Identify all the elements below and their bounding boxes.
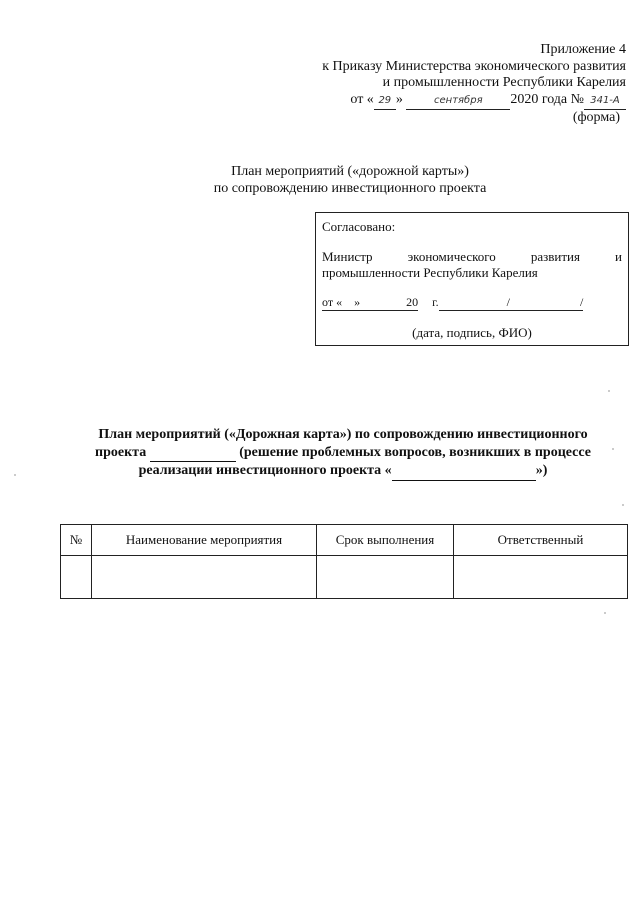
approval-heading: Согласовано: — [322, 219, 396, 234]
order-reference: к Приказу Министерства экономического развития — [322, 58, 626, 74]
approval-year-suffix: г. — [432, 295, 439, 309]
approval-date-line — [322, 294, 622, 311]
approval-slash-2: / — [580, 295, 584, 309]
scan-speck — [14, 474, 16, 476]
order-date-line — [246, 92, 626, 111]
roadmap-title-close: ») — [535, 463, 548, 478]
scan-speck — [604, 612, 606, 614]
form-label: (форма) — [572, 110, 620, 125]
order-number: 341-А — [584, 93, 626, 111]
roadmap-title-line1: План мероприятий («Дорожная карта») по сопровождению инвестиционного — [98, 427, 588, 442]
roadmap-table — [60, 524, 628, 599]
approval-box — [315, 212, 629, 346]
roadmap-title-line3 — [48, 462, 638, 481]
roadmap-title-implementation: реализации инвестиционного проекта « — [138, 463, 392, 478]
table-cell — [92, 556, 317, 599]
minister-word: и — [615, 249, 622, 264]
appendix-number: Приложение 4 — [540, 42, 626, 57]
roadmap-title-purpose: (решение проблемных вопросов, возникших в процессе — [239, 444, 591, 460]
order-date-prefix: от « — [350, 91, 374, 107]
order-year-number: 2020 года № — [510, 91, 584, 107]
minister-title-line2: промышленности Республики Карелия — [322, 265, 538, 280]
scan-speck — [622, 504, 624, 506]
column-header-number: № — [61, 525, 92, 556]
table-cell — [454, 556, 628, 599]
roadmap-title-project: проекта — [95, 444, 147, 460]
plan-title-line2: по сопровождению инвестиционного проекта — [213, 180, 487, 196]
approval-signature-blank — [439, 294, 507, 311]
column-header-activity: Наименование мероприятия — [92, 525, 317, 556]
approval-slash-1: / — [506, 295, 511, 309]
appendix-header — [246, 42, 626, 127]
scan-speck — [608, 390, 610, 392]
scan-speck — [612, 448, 614, 450]
plan-title-line1: План мероприятий («дорожной карты») — [231, 164, 469, 179]
table-cell — [317, 556, 454, 599]
approval-date-close: » — [354, 295, 361, 309]
ministry-name: и промышленности Республики Карелия — [382, 75, 626, 90]
table-header-row — [61, 525, 628, 556]
approval-year-prefix: 20 — [406, 295, 419, 309]
column-header-responsible: Ответственный — [454, 525, 628, 556]
column-header-deadline: Срок выполнения — [317, 525, 454, 556]
approval-day-blank — [342, 294, 354, 311]
project-title-blank — [392, 462, 536, 481]
minister-word: экономического — [407, 249, 496, 264]
minister-title — [322, 249, 622, 281]
table-cell — [61, 556, 92, 599]
minister-word: развития — [530, 249, 580, 264]
approval-name-blank — [510, 294, 580, 311]
roadmap-title-line2 — [48, 444, 638, 463]
order-date-mid: » — [395, 91, 403, 107]
table-row — [61, 556, 628, 599]
plan-title — [180, 164, 520, 197]
approval-date-from: от « — [322, 295, 343, 309]
project-name-blank — [150, 444, 236, 463]
approval-caption: (дата, подпись, ФИО) — [412, 325, 532, 340]
approval-year-gap — [418, 294, 432, 311]
roadmap-title — [48, 426, 638, 481]
order-month: сентября — [406, 93, 510, 111]
minister-word: Министр — [322, 249, 373, 264]
minister-title-line1 — [322, 249, 622, 265]
order-day: 29 — [374, 93, 396, 111]
approval-month-blank — [360, 294, 406, 311]
